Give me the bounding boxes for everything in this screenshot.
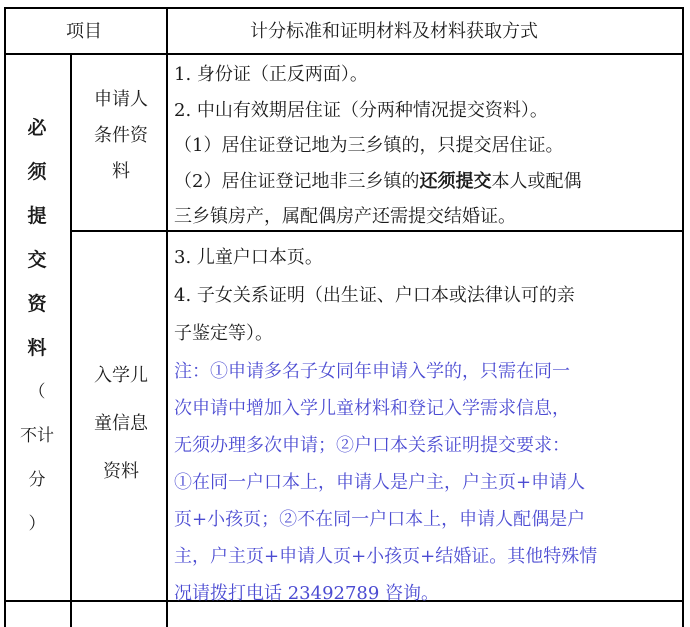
- note-line: 无须办理多次申请；②户口本关系证明提交要求：: [174, 435, 570, 456]
- category-note: 不计: [20, 426, 54, 446]
- note-line: 页+小孩页；②不在同一户口本上，申请人配偶是户: [174, 509, 586, 530]
- requirement-line: 3. 儿童户口本页。: [174, 247, 323, 268]
- category-char: 资: [27, 293, 47, 315]
- category-label: [4, 117, 70, 557]
- label-line: 入学儿: [94, 365, 148, 386]
- requirement-line: [174, 164, 686, 200]
- requirement-line: （1）居住证登记地为三乡镇的，只提交居住证。: [174, 135, 564, 156]
- category-char: 提: [27, 205, 47, 227]
- header-item: 项目: [66, 21, 102, 42]
- category-char: 须: [27, 161, 47, 183]
- requirement-line: 三乡镇房产，属配偶房产还需提交结婚证。: [174, 206, 516, 227]
- materials-table: [4, 7, 684, 627]
- category-note: ）: [28, 514, 46, 534]
- applicant-label: [72, 89, 170, 197]
- applicant-requirements: [174, 57, 686, 235]
- label-line: 申请人: [94, 89, 148, 110]
- category-note: 分: [28, 470, 46, 490]
- table-border-top: [4, 7, 684, 9]
- note-line: ①在同一户口本上，申请人是户主，户主页+申请人: [174, 472, 586, 493]
- note-line: 次申请中增加入学儿童材料和登记入学需求信息，: [174, 398, 570, 419]
- label-line: 条件资: [94, 125, 148, 146]
- category-char: 交: [27, 249, 47, 271]
- note-line: 主，户主页+申请人页+小孩页+结婚证。其他特殊情: [174, 546, 598, 567]
- label-line: 资料: [103, 461, 139, 482]
- requirement-line: 2. 中山有效期居住证（分两种情况提交资料）。: [174, 99, 548, 121]
- header-criteria: 计分标准和证明材料及材料获取方式: [250, 21, 538, 42]
- child-info-requirements: [174, 239, 686, 612]
- note-line: 况请拨打电话 23492789 咨询。: [174, 583, 440, 604]
- requirement-text: （2）居住证登记地非三乡镇的: [174, 170, 420, 192]
- label-line: 料: [112, 161, 130, 182]
- category-char: 必: [27, 117, 47, 139]
- requirement-emphasis: 还须提交: [419, 170, 492, 192]
- category-note: （: [28, 382, 46, 402]
- note-line: 注：①申请多名子女同年申请入学的，只需在同一: [174, 361, 570, 382]
- requirement-line: 1. 身份证（正反两面）。: [174, 64, 368, 85]
- requirement-line: 4. 子女关系证明（出生证、户口本或法律认可的亲: [174, 285, 575, 306]
- label-line: 童信息: [94, 413, 148, 434]
- child-info-label: [72, 365, 170, 509]
- requirement-line: 子鉴定等）。: [174, 323, 273, 344]
- header-divider: [4, 53, 684, 55]
- requirement-text: 本人或配偶: [491, 170, 582, 192]
- category-char: 料: [27, 337, 47, 359]
